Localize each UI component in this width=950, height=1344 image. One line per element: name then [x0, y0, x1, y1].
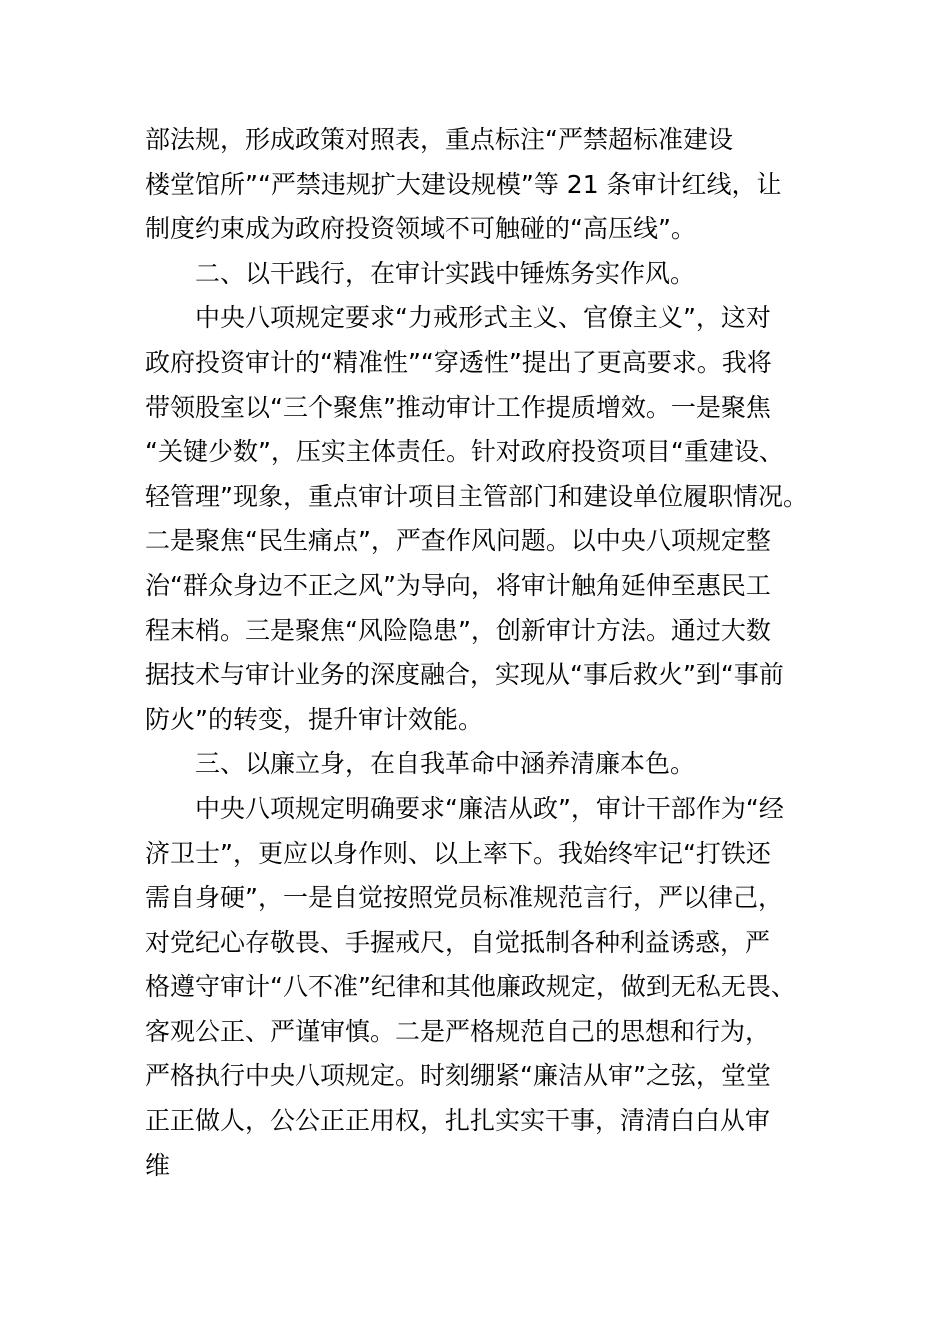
text-line-21: 客观公正、严谨审慎。二是严格规范自己的思想和行为， — [145, 1016, 771, 1046]
text-line-6: 政府投资审计的“精准性”“穿透性”提出了更高要求。我将 — [145, 347, 772, 377]
section-heading-3: 三、以廉立身，在自我革命中涵养清廉本色。 — [195, 749, 696, 779]
text-line-17: 济卫士”，更应以身作则、以上率下。我始终牢记“打铁还 — [145, 838, 771, 868]
text-line-3: 制度约束成为政府投资领域不可触碰的“高压线”。 — [145, 214, 696, 244]
text-line-14: 防火”的转变，提升审计效能。 — [145, 704, 483, 734]
text-line-18: 需自身硬”，一是自觉按照党员标准规范言行，严以律己， — [145, 883, 783, 913]
text-line-5: 中央八项规定要求“力戒形式主义、官僚主义”，这对 — [195, 303, 771, 333]
body-text — [145, 118, 810, 1188]
text-line-7: 带领股室以“三个聚焦”推动审计工作提质增效。一是聚焦 — [145, 392, 771, 422]
text-line-20: 格遵守审计“八不准”纪律和其他廉政规定，做到无私无畏、 — [145, 972, 796, 1002]
text-line-8: “关键少数”，压实主体责任。针对政府投资项目“重建设、 — [145, 437, 784, 467]
text-line-22: 严格执行中央八项规定。时刻绷紧“廉洁从审”之弦，堂堂 — [145, 1061, 771, 1091]
text-line-24: 维 — [145, 1150, 171, 1180]
text-line-19: 对党纪心存敬畏、手握戒尺，自觉抵制各种利益诱惑，严 — [145, 927, 771, 957]
text-line-2: 楼堂馆所”“严禁违规扩大建设规模”等 21 条审计红线，让 — [145, 169, 782, 199]
text-line-9: 轻管理”现象，重点审计项目主管部门和建设单位履职情况。 — [145, 481, 808, 511]
text-line-12: 程末梢。三是聚焦“风险隐患”，创新审计方法。通过大数 — [145, 615, 771, 645]
section-heading-2: 二、以干践行，在审计实践中锤炼务实作风。 — [195, 258, 696, 288]
text-line-13: 据技术与审计业务的深度融合，实现从“事后救火”到“事前 — [145, 660, 784, 690]
text-line-1: 部法规，形成政策对照表，重点标注“严禁超标准建设 — [145, 125, 733, 154]
text-line-23: 正正做人，公公正正用权，扎扎实实干事，清清白白从审 — [145, 1106, 771, 1136]
text-line-10: 二是聚焦“民生痛点”，严查作风问题。以中央八项规定整 — [145, 526, 771, 556]
text-line-11: 治“群众身边不正之风”为导向，将审计触角延伸至惠民工 — [145, 570, 771, 600]
text-line-16: 中央八项规定明确要求“廉洁从政”，审计干部作为“经 — [195, 793, 784, 823]
